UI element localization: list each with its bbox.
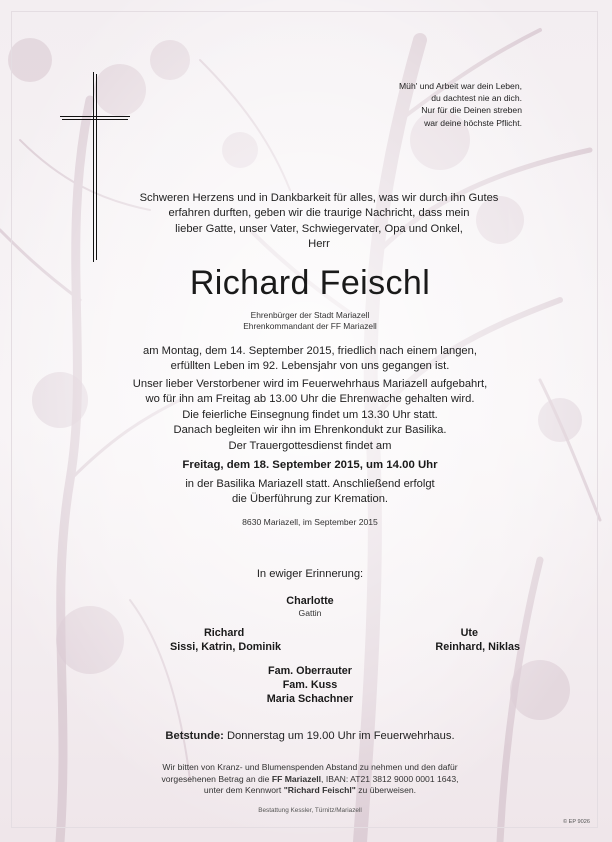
honor-line: Ehrenbürger der Stadt Mariazell xyxy=(250,310,370,320)
service-date: Freitag, dem 18. September 2015, um 14.00 Uhr xyxy=(182,459,438,471)
motto-line: war deine höchste Pflicht. xyxy=(424,117,522,128)
wake-line: Unser lieber Verstorbener wird im Feuerwehrhaus Mariazell aufgebahrt, xyxy=(132,378,488,390)
mourner-children: Sissi, Katrin, Dominik xyxy=(170,641,281,653)
template-code: © EP 9026 xyxy=(562,819,590,825)
mourner-name: Charlotte xyxy=(286,595,334,607)
donation-line: vorgesehenen Betrag an die FF Mariazell, IBAN: AT21 3812 9000 0001 1643, xyxy=(161,773,459,784)
intro-line: erfahren durften, geben wir die traurige Nachricht, dass mein xyxy=(168,207,470,220)
donation-recipient: FF Mariazell xyxy=(271,773,322,784)
service-line: die Überführung zur Kremation. xyxy=(231,493,389,506)
service-line: in der Basilika Mariazell statt. Anschließend erfolgt xyxy=(185,478,435,490)
donation-keyword: "Richard Feischl" xyxy=(283,785,356,796)
mourner-ute-family xyxy=(370,626,520,654)
mourner-charlotte xyxy=(250,594,370,619)
family-name: Fam. Kuss xyxy=(282,679,338,691)
undertaker-credit: Bestattung Kessler, Türnitz/Mariazell xyxy=(258,807,362,814)
intro-line: Schweren Herzens und in Dankbarkeit für alles, was wir durch ihn Gutes xyxy=(139,192,499,204)
prayer-hour-label: Betstunde: xyxy=(165,730,224,742)
memory-heading: In ewiger Erinnerung: xyxy=(256,568,364,580)
prayer-hour xyxy=(150,729,470,744)
deceased-honors xyxy=(190,310,430,332)
donation-line: unter dem Kennwort "Richard Feischl" zu überweisen. xyxy=(203,785,417,796)
deceased-name: Richard Feischl xyxy=(189,264,431,302)
service-heading: Der Trauergottesdienst findet am xyxy=(228,440,392,452)
intro-line: lieber Gatte, unser Vater, Schwiegervater, Opa und Onkel, xyxy=(175,222,463,235)
intro-line: Herr xyxy=(308,238,330,251)
mourner-families xyxy=(230,664,390,706)
mourner-name: Richard xyxy=(204,627,245,639)
mourner-role: Gattin xyxy=(298,608,322,618)
honor-line: Ehrenkommandant der FF Mariazell xyxy=(243,321,377,331)
motto-verse xyxy=(340,80,522,129)
motto-line: Nur für die Deinen streben xyxy=(421,105,522,116)
wake-paragraph xyxy=(105,377,515,439)
death-notice xyxy=(105,344,515,375)
motto-line: du dachtest nie an dich. xyxy=(431,93,522,104)
prayer-hour-text: Donnerstag um 19.00 Uhr im Feuerwehrhaus. xyxy=(223,730,455,742)
family-name: Fam. Oberrauter xyxy=(267,665,352,677)
wake-line: Danach begleiten wir ihn im Ehrenkondukt zur Basilika. xyxy=(173,424,447,437)
mourner-richard-family xyxy=(170,626,330,654)
place-and-date: 8630 Mariazell, im September 2015 xyxy=(242,517,378,527)
wake-line: Die feierliche Einsegnung findet um 13.30 Uhr statt. xyxy=(182,408,438,421)
service-details xyxy=(140,477,480,508)
death-line: am Montag, dem 14. September 2015, friedlich nach einem langen, xyxy=(143,345,477,357)
mourner-children: Reinhard, Niklas xyxy=(435,641,520,653)
donation-line: Wir bitten von Kranz- und Blumenspenden Abstand zu nehmen und den dafür xyxy=(162,762,458,772)
intro-paragraph xyxy=(118,191,520,253)
donation-note xyxy=(140,762,480,797)
death-line: erfüllten Leben im 92. Lebensjahr von uns gegangen ist. xyxy=(170,360,450,373)
mourner-name: Ute xyxy=(460,627,478,639)
wake-line: wo für ihn am Freitag ab 13.00 Uhr die Ehrenwache gehalten wird. xyxy=(145,393,475,406)
motto-line: Müh' und Arbeit war dein Leben, xyxy=(399,81,522,91)
family-name: Maria Schachner xyxy=(266,693,354,705)
